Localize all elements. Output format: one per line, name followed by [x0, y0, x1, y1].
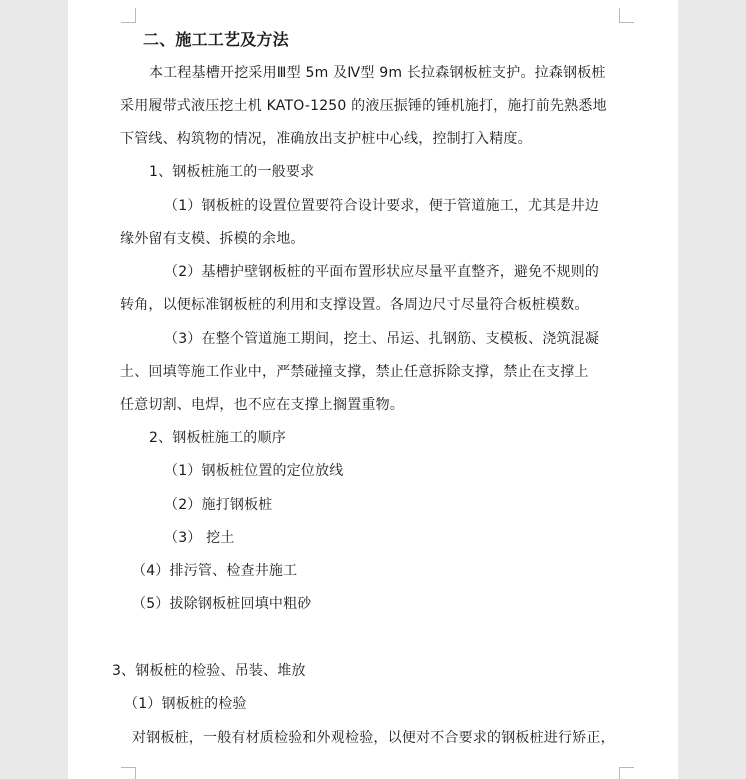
requirement-2-line-1: （2）基槽护壁钢板桩的平面布置形状应尽量平直整齐，避免不规则的: [164, 264, 600, 280]
requirement-2-line-2: 转角，以便标准钢板桩的利用和支撑设置。各周边尺寸尽量符合板桩模数。: [120, 297, 589, 313]
crop-mark-bottom-left: [121, 767, 136, 779]
document-page: [68, 0, 678, 779]
sequence-item-3: （3） 挖土: [164, 530, 235, 546]
sequence-item-2: （2）施打钢板桩: [164, 497, 273, 513]
requirement-3-line-2: 土、回填等施工作业中，严禁碰撞支撑，禁止任意拆除支撑，禁止在支撑上: [120, 364, 589, 380]
crop-mark-top-left: [121, 8, 136, 23]
intro-line-1: 本工程基槽开挖采用Ⅲ型 5m 及Ⅳ型 9m 长拉森钢板桩支护。拉森钢板桩: [149, 65, 606, 81]
crop-mark-bottom-right: [619, 767, 634, 779]
requirement-3-line-1: （3）在整个管道施工期间，挖土、吊运、扎钢筋、支模板、浇筑混凝: [164, 331, 600, 347]
subsection-title-2: 2、钢板桩施工的顺序: [149, 430, 286, 446]
requirement-3-line-3: 任意切割、电焊，也不应在支撑上搁置重物。: [120, 397, 404, 413]
requirement-1-line-2: 缘外留有支模、拆模的余地。: [120, 231, 305, 247]
inspection-paragraph: 对钢板桩，一般有材质检验和外观检验，以便对不合要求的钢板桩进行矫正，: [132, 730, 615, 746]
subsection-title-1: 1、钢板桩施工的一般要求: [149, 164, 315, 180]
requirement-1-line-1: （1）钢板桩的设置位置要符合设计要求，便于管道施工，尤其是井边: [164, 198, 600, 214]
inspection-subtitle: （1）钢板桩的检验: [124, 696, 247, 712]
subsection-title-3: 3、钢板桩的检验、吊装、堆放: [112, 663, 306, 679]
crop-mark-top-right: [619, 8, 634, 23]
section-heading: 二、施工工艺及方法: [143, 30, 289, 49]
sequence-item-1: （1）钢板桩位置的定位放线: [164, 463, 344, 479]
sequence-item-5: （5）拔除钢板桩回填中粗砂: [132, 596, 312, 612]
sequence-item-4: （4）排污管、检查井施工: [132, 563, 298, 579]
intro-line-2: 采用履带式液压挖土机 KATO-1250 的液压振锤的锤机施打，施打前先熟悉地: [120, 98, 607, 114]
intro-line-3: 下管线、构筑物的情况，准确放出支护桩中心线，控制打入精度。: [120, 131, 532, 147]
